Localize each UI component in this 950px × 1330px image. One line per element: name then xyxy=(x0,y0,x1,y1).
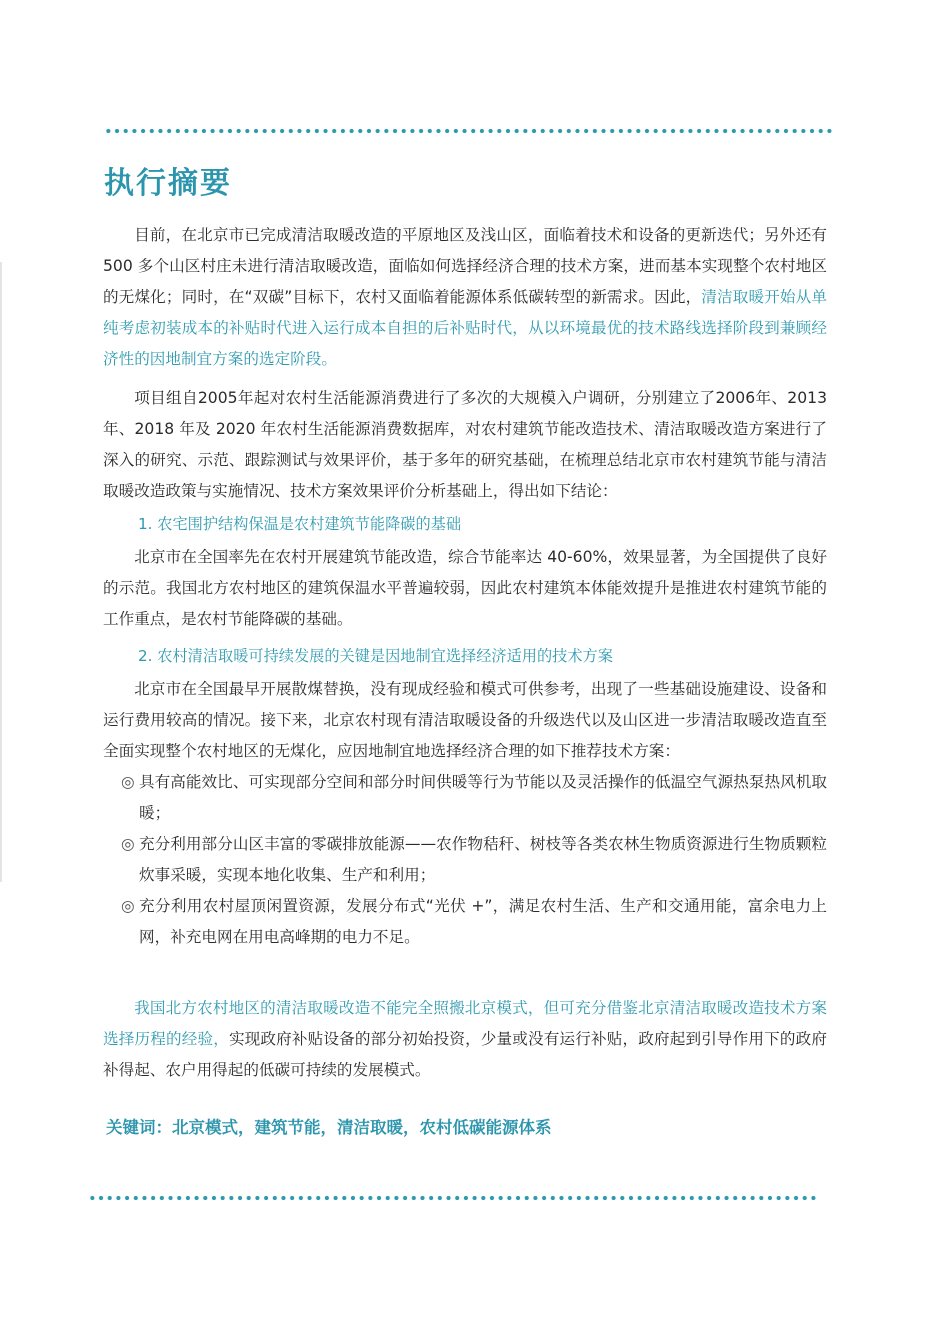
list-item-text: 具有高能效比、可实现部分空间和部分时间供暖等行为节能以及灵活操作的低温空气源热泵热风机取暖； xyxy=(139,773,827,822)
intro-highlight: 清洁取暖开始从单纯考虑初装成本的补贴时代进入运行成本自担的后补贴时代，从以环境最优的技术路线选择阶段到兼顾经济性的因地制宜方案的选定阶段。 xyxy=(103,288,827,368)
keywords-line: 关键词：北京模式，建筑节能，清洁取暖，农村低碳能源体系 xyxy=(106,1118,552,1137)
list-item xyxy=(103,767,827,829)
summary-body xyxy=(103,220,827,953)
conclusion-1-body: 北京市在全国率先在农村开展建筑节能改造，综合节能率达 40-60%，效果显著，为全国提供了良好的示范。我国北方农村地区的建筑保温水平普遍较弱，因此农村建筑本体能效提升是推进农村建筑节能的工作重点，是农村节能降碳的基础。 xyxy=(103,548,827,628)
list-item-text: 充分利用农村屋顶闲置资源，发展分布式“光伏 +”，满足农村生活、生产和交通用能，富余电力上网，补充电网在用电高峰期的电力不足。 xyxy=(139,897,827,946)
intro-paragraph xyxy=(103,220,827,375)
conclusion-1-heading: 1. 农宅围护结构保温是农村建筑节能降碳的基础 xyxy=(137,515,462,533)
bottom-dotted-divider xyxy=(88,1195,816,1201)
conclusion-2-body: 北京市在全国最早开展散煤替换，没有现成经验和模式可供参考，出现了一些基础设施建设、设备和运行费用较高的情况。接下来，北京农村现有清洁取暖设备的升级迭代以及山区进一步清洁取暖改造直至全面实现整个农村地区的无煤化，应因地制宜地选择经济合理的如下推荐技术方案： xyxy=(103,680,827,760)
list-item xyxy=(103,829,827,891)
conclusion-2-heading: 2. 农村清洁取暖可持续发展的关键是因地制宜选择经济适用的技术方案 xyxy=(137,647,613,665)
research-paragraph: 项目组自2005年起对农村生活能源消费进行了多次的大规模入户调研，分别建立了2006年、2013 年、2018 年及 2020 年农村生活能源消费数据库，对农村建筑节能改造技术、清洁取暖改造方案进行了深入的研究、示范、跟踪测试与效果评价，基于多年的研究基础，在梳理总结北京市农村建筑节能与清洁取暖改造政策与实施情况、技术方案效果评价分析基础上，得出如下结论： xyxy=(103,389,827,500)
conclusion-summary xyxy=(103,993,827,1086)
page-edge-line xyxy=(0,262,2,882)
list-item xyxy=(103,891,827,953)
bullet-mark-icon: ◎ xyxy=(121,897,135,915)
bullet-mark-icon: ◎ xyxy=(121,835,135,853)
summary-highlight: 我国北方农村地区的清洁取暖改造不能完全照搬北京模式，但可充分借鉴北京清洁取暖改造技术方案选择历程的经验， xyxy=(103,999,827,1048)
bullet-mark-icon: ◎ xyxy=(121,773,135,791)
intro-text: 目前，在北京市已完成清洁取暖改造的平原地区及浅山区，面临着技术和设备的更新迭代；另外还有 500 多个山区村庄未进行清洁取暖改造，面临如何选择经济合理的技术方案，进而基本实现整个农村地区的无煤化；同时，在“双碳”目标下，农村又面临着能源体系低碳转型的新需求。因此， xyxy=(103,226,827,306)
summary-text: 实现政府补贴设备的部分初始投资，少量或没有运行补贴，政府起到引导作用下的政府补得起、农户用得起的低碳可持续的发展模式。 xyxy=(103,1030,827,1079)
top-dotted-divider xyxy=(104,128,832,134)
page-title: 执行摘要 xyxy=(104,166,232,201)
list-item-text: 充分利用部分山区丰富的零碳排放能源——农作物秸秆、树枝等各类农林生物质资源进行生物质颗粒炊事采暖，实现本地化收集、生产和利用； xyxy=(139,835,827,884)
recommendation-list xyxy=(103,767,827,953)
